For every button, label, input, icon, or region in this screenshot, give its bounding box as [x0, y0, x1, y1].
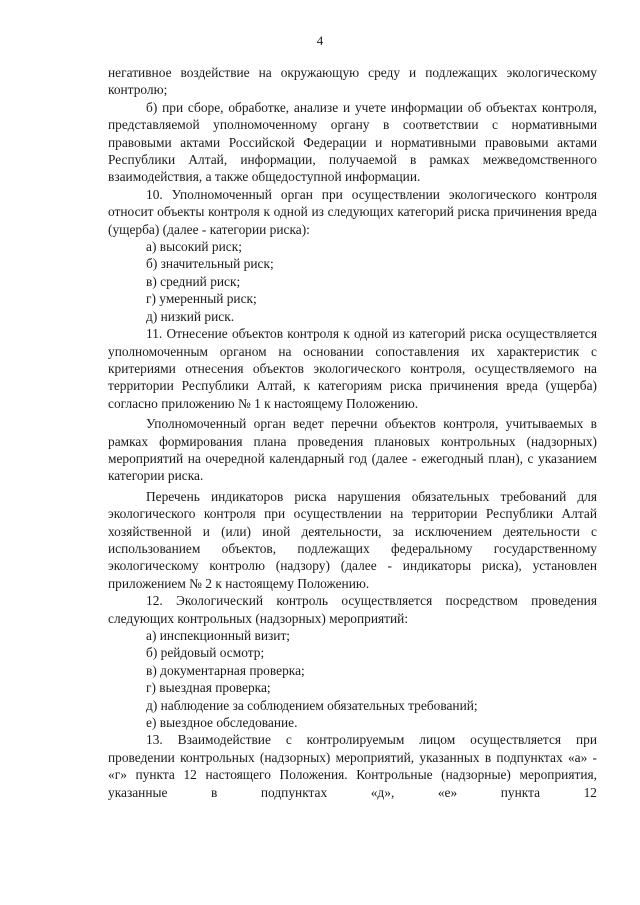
list-item: в) документарная проверка; [146, 662, 305, 678]
paragraph-b: б) при сборе, обработке, анализе и учете информации об объектах контроля, представляемой уполномоченному органу в соответствии с нормативными правовыми актами Российской Федерации и нормативными правовыми актами Республики Алтай, информации, получаемой в рамках межведомственного взаимодействия, а также общедоступной информации. [108, 99, 597, 185]
list-item: б) значительный риск; [146, 256, 274, 272]
list-item: в) средний риск; [146, 273, 241, 289]
paragraph-11: 11. Отнесение объектов контроля к одной из категорий риска осуществляется уполномоченным органом на основании сопоставления их характеристик с критериями отнесения объектов экологического контроля, осуществляемого на территории Республики Алтай, к категориям риска причинения вреда (ущерба) согласно приложению № 1 к настоящему Положению. [108, 326, 597, 411]
list-item: г) умеренный риск; [146, 291, 257, 307]
paragraph-13: 13. Взаимодействие с контролируемым лицом осуществляется при проведении контрольных (надзорных) мероприятий, указанных в подпунктах «а» - «г» пункта 12 настоящего Положения. Контрольные (надзорные) мероприятия, указанные в подпунктах «д», «е» пункта 12 [108, 732, 597, 800]
paragraph-continuation: негативное воздействие на окружающую среду и подлежащих экологическому контролю; [108, 65, 597, 98]
list-item: г) выездная проверка; [146, 680, 271, 696]
control-events-list [108, 627, 597, 731]
list-item: а) инспекционный визит; [146, 628, 291, 643]
document-body [108, 64, 597, 801]
risk-categories-list [108, 238, 597, 325]
paragraph-object-lists: Уполномоченный орган ведет перечни объектов контроля, учитываемых в рамках формирования плана проведения плановых контрольных (надзорных) мероприятий на очередной календарный год (далее - ежегодный план), с указанием категории риска. [108, 416, 597, 484]
list-item: д) низкий риск. [146, 308, 235, 324]
page-number: 4 [316, 33, 324, 48]
list-item: д) наблюдение за соблюдением обязательных требований; [146, 697, 478, 713]
paragraph-risk-indicators: Перечень индикаторов риска нарушения обязательных требований для экологического контроля при осуществлении на территории Республики Алтай хозяйственной и (или) иной деятельности, за исключением деятельности с использованием объектов, подлежащих федеральному государственному экологическому контролю (надзору) (далее - индикаторы риска), установлен приложением № 2 к настоящему Положению. [108, 488, 597, 591]
list-item: б) рейдовый осмотр; [146, 645, 265, 661]
list-item: е) выездное обследование. [146, 715, 298, 731]
paragraph-10: 10. Уполномоченный орган при осуществлении экологического контроля относит объекты контроля к одной из следующих категорий риска причинения вреда (ущерба) (далее - категории риска): [108, 186, 597, 237]
list-item: а) высокий риск; [146, 239, 242, 255]
paragraph-12: 12. Экологический контроль осуществляется посредством проведения следующих контрольных (надзорных) мероприятий: [108, 593, 597, 626]
